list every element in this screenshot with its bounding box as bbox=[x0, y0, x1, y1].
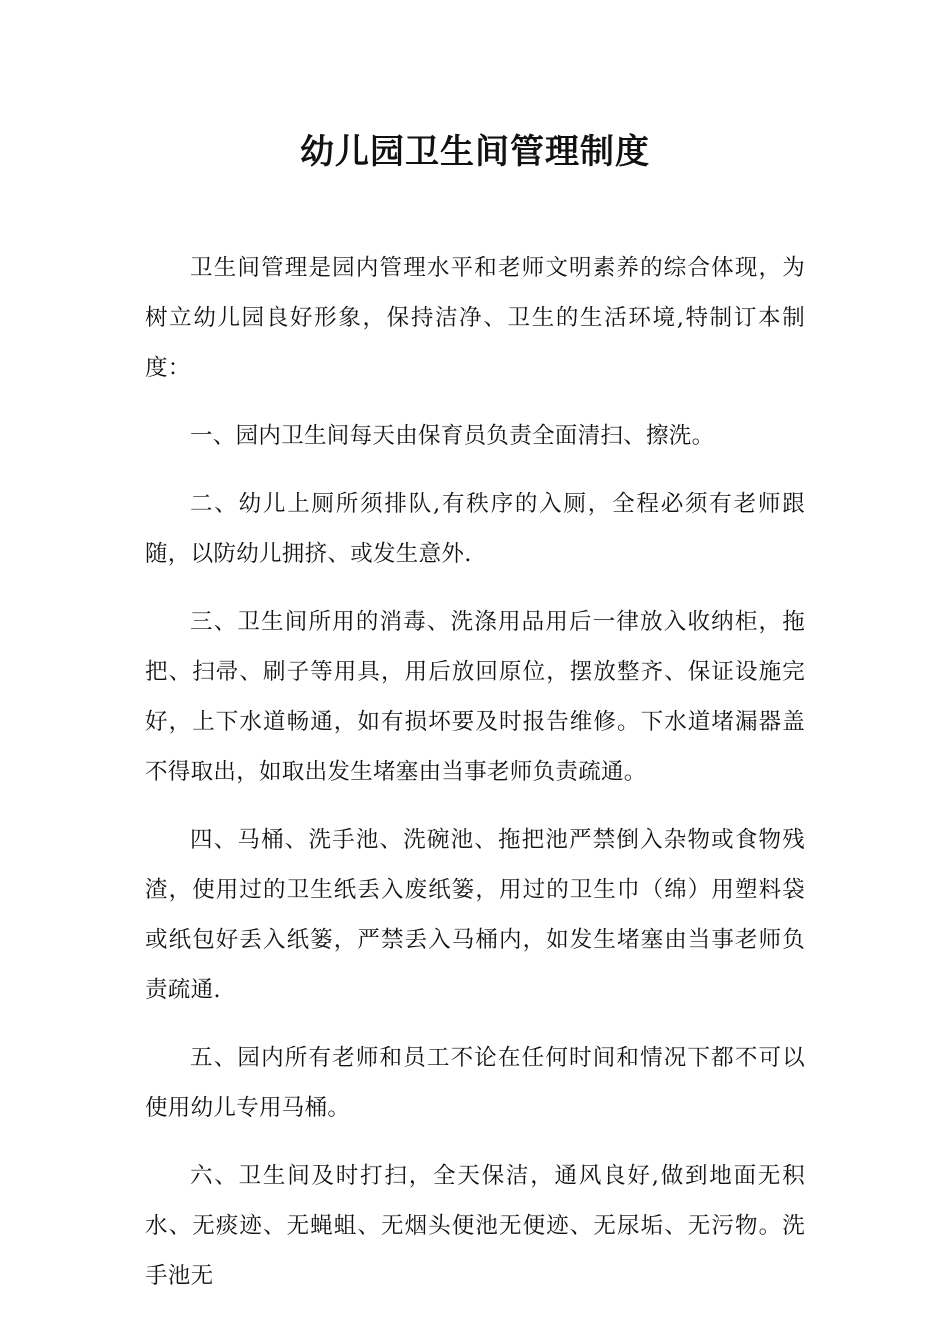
document-body bbox=[145, 243, 805, 1319]
paragraph-intro: 卫生间管理是园内管理水平和老师文明素养的综合体现，为树立幼儿园良好形象，保持洁净、卫生的生活环境,特制订本制度： bbox=[145, 255, 805, 381]
paragraph-rule-3: 三、卫生间所用的消毒、洗涤用品用后一律放入收纳柜，拖把、扫帚、刷子等用具，用后放回原位，摆放整齐、保证设施完好，上下水道畅通，如有损坏要及时报告维修。下水道堵漏器盖不得取出，如取出发生堵塞由当事老师负责疏通。 bbox=[145, 609, 805, 785]
paragraph-rule-5: 五、园内所有老师和员工不论在任何时间和情况下都不可以使用幼儿专用马桶。 bbox=[145, 1045, 805, 1121]
paragraph-rule-4: 四、马桶、洗手池、洗碗池、拖把池严禁倒入杂物或食物残渣，使用过的卫生纸丢入废纸篓，用过的卫生巾（绵）用塑料袋或纸包好丢入纸篓，严禁丢入马桶内，如发生堵塞由当事老师负责疏通. bbox=[145, 827, 805, 1003]
paragraph-rule-6: 六、卫生间及时打扫，全天保洁，通风良好,做到地面无积水、无痰迹、无蝇蛆、无烟头便池无便迹、无尿垢、无污物。洗手池无 bbox=[145, 1163, 805, 1289]
document-title: 幼儿园卫生间管理制度 bbox=[300, 132, 650, 172]
paragraph-rule-1: 一、园内卫生间每天由保育员负责全面清扫、擦洗。 bbox=[190, 423, 715, 449]
paragraph-rule-2: 二、幼儿上厕所须排队,有秩序的入厕，全程必须有老师跟随，以防幼儿拥挤、或发生意外. bbox=[145, 491, 805, 567]
